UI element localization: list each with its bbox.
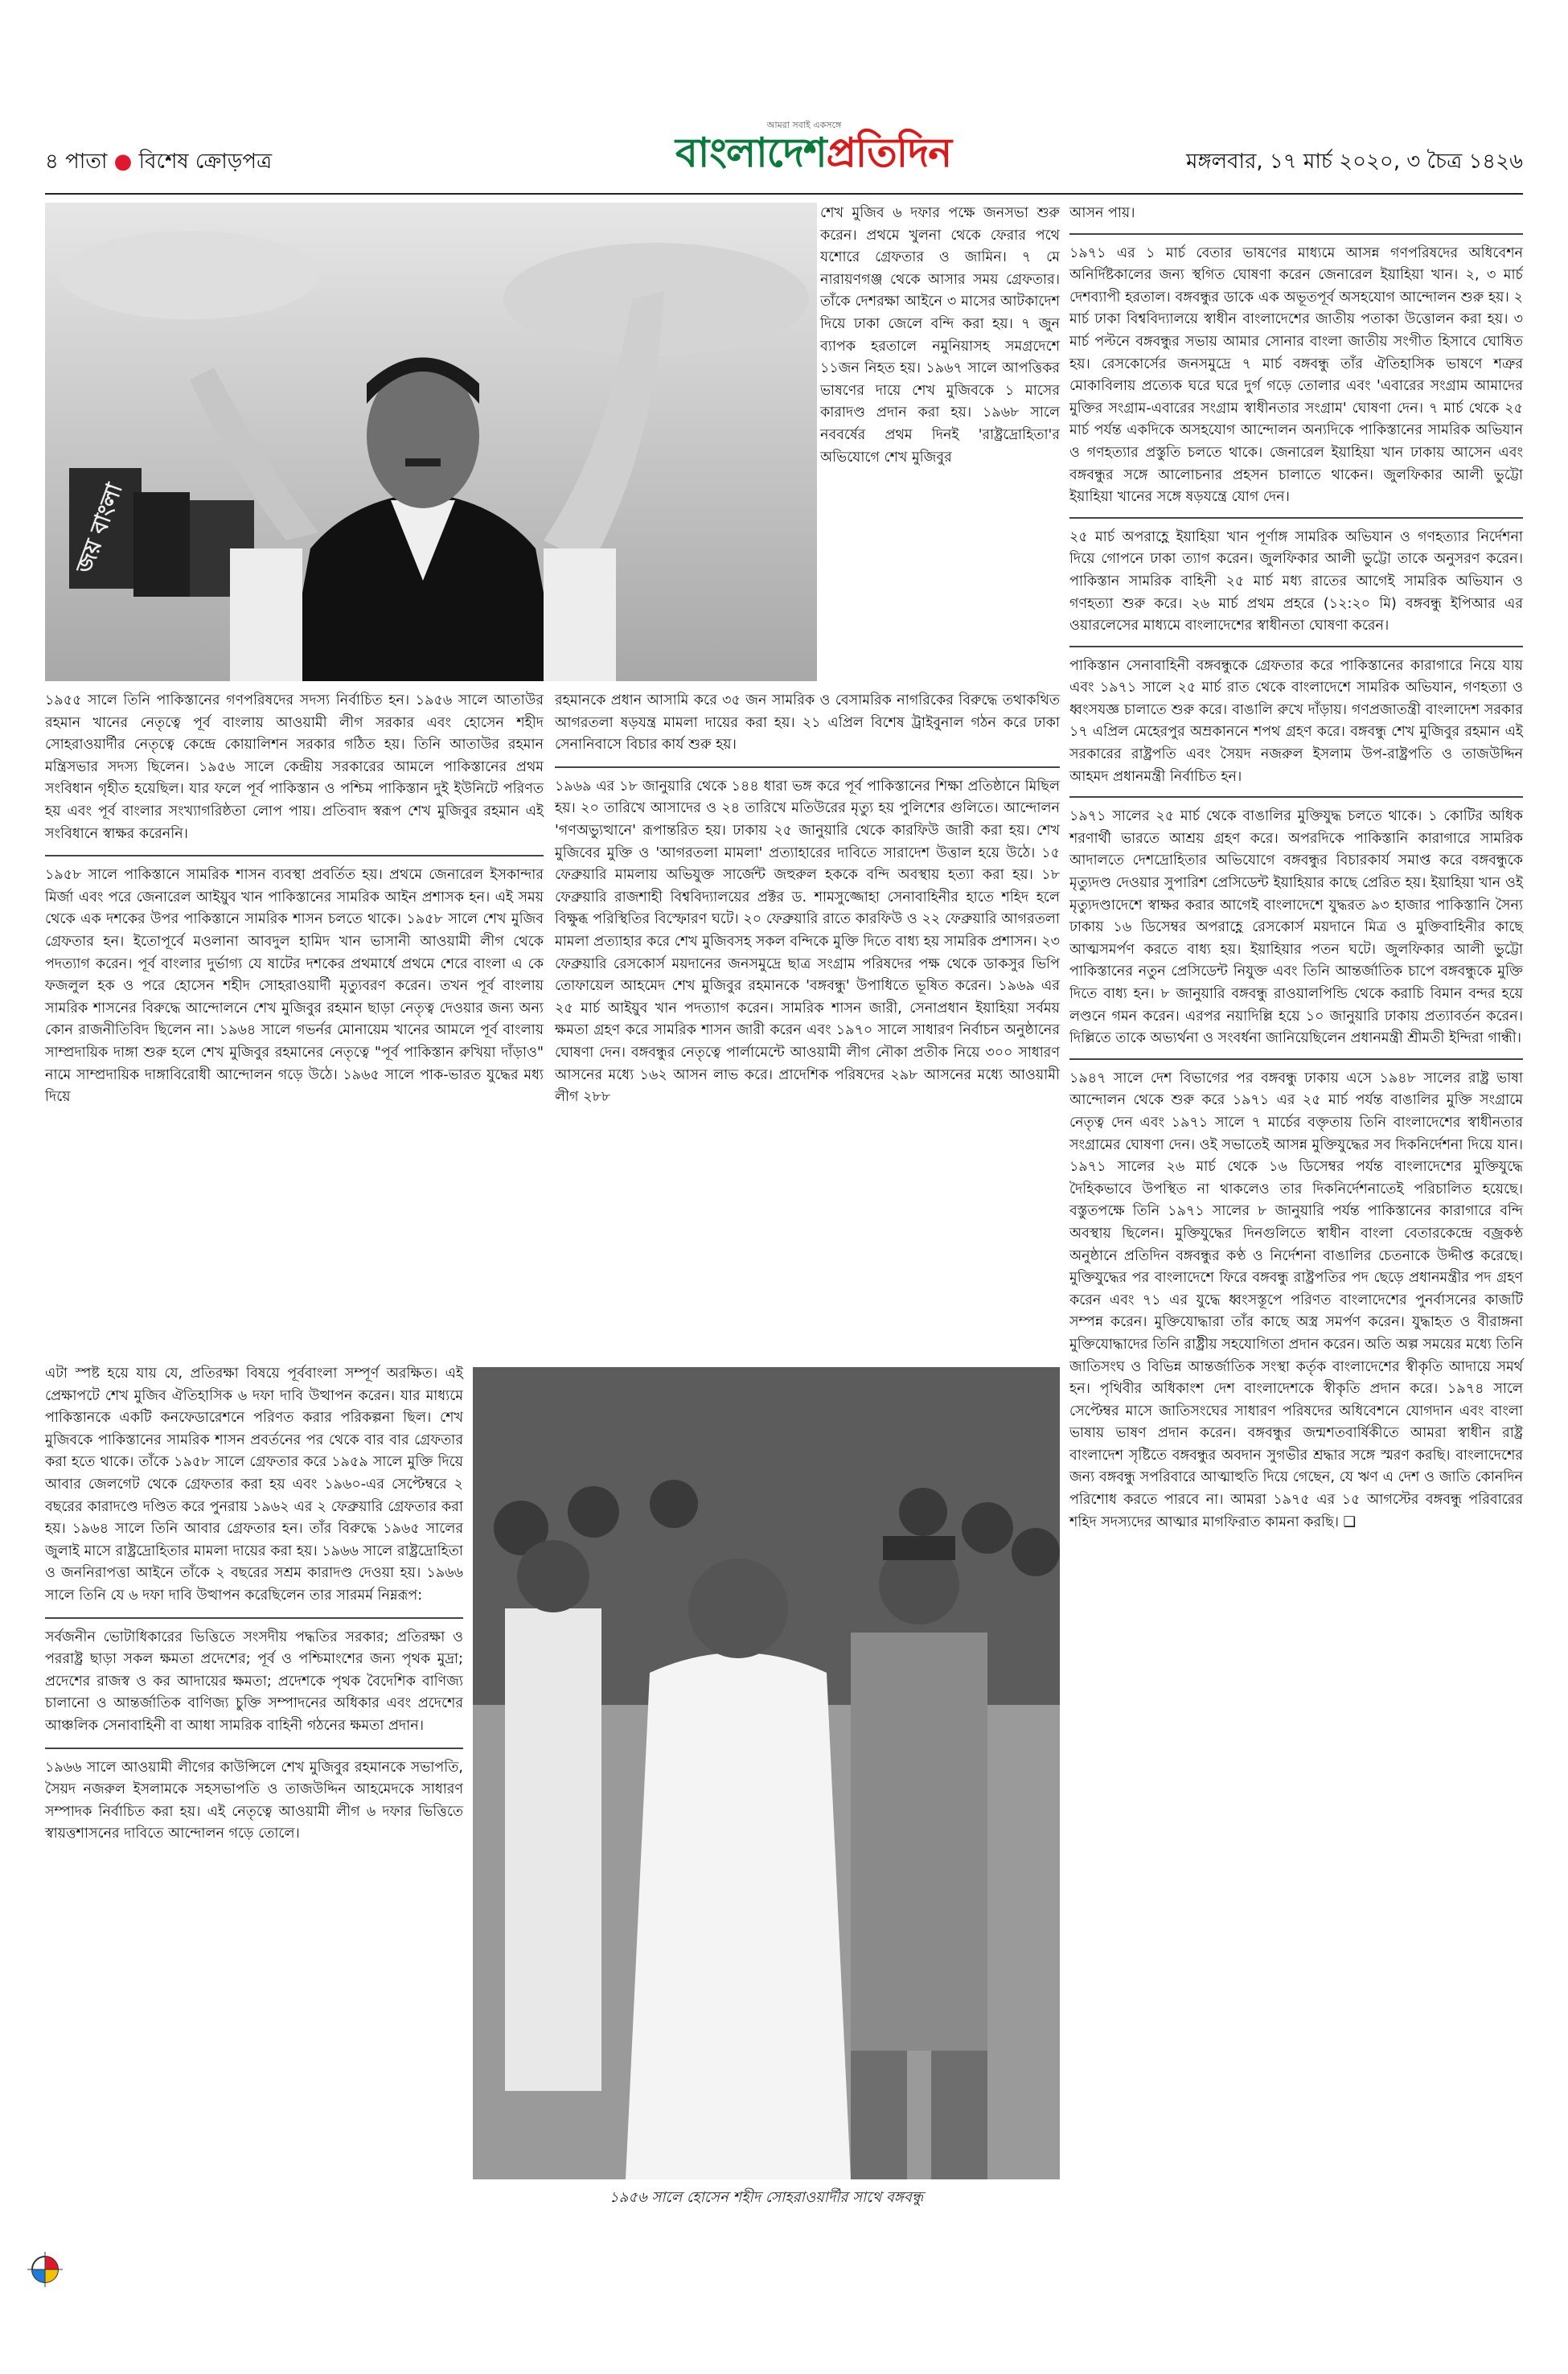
article-paragraph: ১৯৭১ এর ১ মার্চ বেতার ভাষণের মাধ্যমে আসন্ন গণপরিষদের অধিবেশন অনির্দিষ্টকালের জন্য স্থগিত ঘোষণা করেন জেনারেল ইয়াহিয়া খান। ২, ৩ মার্চ দেশব্যাপী হরতাল। বঙ্গবন্ধুর ডাকে এক অভূতপূর্ব অসহযোগ আন্দোলন শুরু হয়। ২ মার্চ ঢাকা বিশ্ববিদ্যালয়ে স্বাধীন বাংলাদেশের জাতীয় পতাকা উত্তোলন করা হয়। ৩ মার্চ পল্টনে বঙ্গবন্ধুর সভায় আমার সোনার বাংলা জাতীয় সংগীত হিসাবে ঘোষিত হয়। রেসকোর্সের জনসমুদ্রে ৭ মার্চ বঙ্গবন্ধু তাঁর ঐতিহাসিক ভাষণে শত্রুর মোকাবিলায় প্রত্যেক ঘরে ঘরে দুর্গ গড়ে তোলার এবং 'এবারের সংগ্রাম আমাদের মুক্তির সংগ্রাম-এবারের সংগ্রাম স্বাধীনতার সংগ্রাম' ঘোষণা দেন। ৭ মার্চ থেকে ২৫ মার্চ পর্যন্ত একদিকে অসহযোগ আন্দোলন অন্যদিকে পাকিস্তানের সামরিক অভিযান ও গণহত্যার প্রস্তুতি চলতে থাকে। জেনারেল ইয়াহিয়া খান ঢাকায় আসেন এবং বঙ্গবন্ধুর সঙ্গে আলোচনার প্রহসন চালাতে থাকেন। জুলফিকার আলী ভুট্টো ইয়াহিয়া খানের সঙ্গে ষড়যন্ত্রে যোগ দেন। bbox=[1069, 244, 1523, 506]
speech-photo-illustration bbox=[45, 203, 817, 681]
speech-photo bbox=[45, 203, 817, 681]
speech-photo-banner-text: জয় বাংলা bbox=[71, 479, 128, 577]
article-paragraph: ১৯৪৭ সালে দেশ বিভাগের পর বঙ্গবন্ধু ঢাকায় এসে ১৯৪৮ সালের রাষ্ট্র ভাষা আন্দোলন থেকে শুরু করে ১৯৭১ এর ২৫ মার্চ পর্যন্ত বাঙালির মুক্তি সংগ্রামে নেতৃত্ব দেন এবং ১৯৭১ সালে ৭ মার্চের বক্তৃতায় তিনি বাংলাদেশের স্বাধীনতার সংগ্রামের ঘোষণা দেন। ওই সভাতেই আসন্ন মুক্তিযুদ্ধের সব দিকনির্দেশনা দিয়ে যান। ১৯৭১ সালের ২৬ মার্চ থেকে ১৬ ডিসেম্বর পর্যন্ত বাংলাদেশের মুক্তিযুদ্ধে দৈহিকভাবে উপস্থিত না থাকলেও তার দিকনির্দেশনাতেই পরিচালিত হয়েছে। বস্তুতপক্ষে তিনি ১৯৭১ সালের ৮ জানুয়ারি পর্যন্ত পাকিস্তানের কারাগারে বন্দি অবস্থায় ছিলেন। মুক্তিযুদ্ধের দিনগুলিতে স্বাধীন বাংলা বেতারকেন্দ্রে বজ্রকণ্ঠ অনুষ্ঠানে প্রতিদিন বঙ্গবন্ধুর কণ্ঠ ও নির্দেশনা বাঙালির চেতনাকে উদ্দীপ্ত করেছে। মুক্তিযুদ্ধের পর বাংলাদেশে ফিরে বঙ্গবন্ধু রাষ্ট্রপতির পদ ছেড়ে প্রধানমন্ত্রীর পদ গ্রহণ করেন এবং ৭১ এর যুদ্ধে ধ্বংসস্তূপে পরিণত বাংলাদেশের পুনর্বাসনের কাজটি সম্পন্ন করেন। মুক্তিযোদ্ধারা তাঁর কাছে অস্ত্র সমর্পণ করেন। যুদ্ধাহত ও বীরাঙ্গনা মুক্তিযোদ্ধাদের তিনি রাষ্ট্রীয় সহযোগিতা প্রদান করেন। অতি অল্প সময়ের মধ্যে তিনি জাতিসংঘ ও বিভিন্ন আন্তর্জাতিক সংস্থা কর্তৃক বাংলাদেশের স্বীকৃতি আদায়ে সমর্থ হন। পৃথিবীর অধিকাংশ দেশ বাংলাদেশকে স্বীকৃতি প্রদান করে। ১৯৭৪ সালে সেপ্টেম্বর মাসে জাতিসংঘের সাধারণ পরিষদের অধিবেশনে যোগদান এবং বাংলা ভাষায় ভাষণ প্রদান করেন। বঙ্গবন্ধুর জন্মশতবার্ষিকীতে আমরা স্বাধীন রাষ্ট্র বাংলাদেশ সৃষ্টিতে বঙ্গবন্ধুর অবদান সুগভীর শ্রদ্ধার সঙ্গে স্মরণ করছি। বাংলাদেশের জন্য বঙ্গবন্ধু সপরিবারে আত্মাহুতি দিয়ে গেছেন, যে ঋণ এ দেশ ও জাতি কোনদিন পরিশোধ করতে পারবে না। আমরা ১৯৭৫ এর ১৫ আগস্টের বঙ্গবন্ধু পরিবারের শহিদ সদস্যদের আত্মার মাগফিরাত কামনা করছি। ❑ bbox=[1069, 1070, 1523, 1530]
paragraph-divider bbox=[1069, 1058, 1523, 1060]
red-dot-icon: ● bbox=[113, 150, 133, 174]
article-column-top-narrow bbox=[820, 203, 1060, 685]
paragraph-divider bbox=[45, 855, 544, 856]
article-column-right bbox=[1069, 203, 1523, 2213]
article-paragraph: আসন পায়। bbox=[1069, 205, 1135, 221]
article-paragraph: শেখ মুজিব ৬ দফার পক্ষে জনসভা শুরু করেন। প্রথমে খুলনা থেকে ফেরার পথে যশোরে গ্রেফতার ও জামিন। ৭ মে নারায়ণগঞ্জ থেকে আসার সময় গ্রেফতার। তাঁকে দেশরক্ষা আইনে ৩ মাসের আটকাদেশ দিয়ে ঢাকা জেলে বন্দি করা হয়। ৭ জুন ব্যাপক হরতালে নমুনিয়াসহ সমগ্রদেশে ১১জন নিহত হয়। ১৯৬৭ সালে আপত্তিকর ভাষণের দায়ে শেখ মুজিবকে ১ মাসের কারাদণ্ড প্রদান করা হয়। ১৯৬৮ সালে নববর্ষের প্রথম দিনই 'রাষ্ট্রদ্রোহিতা'র অভিযোগে শেখ মুজিবুর bbox=[820, 205, 1060, 466]
paragraph-divider bbox=[1069, 646, 1523, 647]
paragraph-divider bbox=[45, 1748, 463, 1749]
article-paragraph: ১৯৭১ সালের ২৫ মার্চ থেকে বাঙালির মুক্তিযুদ্ধ চলতে থাকে। ১ কোটির অধিক শরণার্থী ভারতে আশ্রয় গ্রহণ করে। অপরদিকে পাকিস্তানি কারাগারে সামরিক আদালতে দেশদ্রোহিতার অভিযোগে বঙ্গবন্ধুর বিচারকার্য সমাপ্ত করে বঙ্গবন্ধুকে মৃত্যুদণ্ড দেওয়ার সুপারিশ প্রেসিডেন্ট ইয়াহিয়ার কাছে প্রেরিত হয়। ইয়াহিয়া খান ওই মৃত্যুদণ্ডাদেশে স্বাক্ষর করার আগেই বাংলাদেশে যুদ্ধরত ৯৩ হাজার পাকিস্তানি সৈন্য ঢাকায় ১৬ ডিসেম্বর অপরাহ্ণে রেসকোর্স ময়দানে মিত্র ও মুক্তিবাহিনীর কাছে আত্মসমর্পণ করতে বাধ্য হয়। ইয়াহিয়ার পতন ঘটে। জুলফিকার আলী ভুট্টো পাকিস্তানের নতুন প্রেসিডেন্ট নিযুক্ত এবং তিনি আন্তর্জাতিক চাপে বঙ্গবন্ধুকে মুক্তি দিতে বাধ্য হন। ৮ জানুয়ারি বঙ্গবন্ধু রাওয়ালপিন্ডি থেকে করাচি বিমান বন্দর হয়ে লণ্ডনে গমন করেন। এরপর নয়াদিল্লি হয়ে ১০ জানুয়ারি ঢাকায় প্রত্যাবর্তন করেন। দিল্লিতে তাকে অভ্যর্থনা ও সংবর্ধনা জানিয়েছিলেন প্রধানমন্ত্রী শ্রীমতী ইন্দিরা গান্ধী। bbox=[1069, 808, 1523, 1047]
article-paragraph: সর্বজনীন ভোটাধিকারের ভিত্তিতে সংসদীয় পদ্ধতির সরকার; প্রতিরক্ষা ও পররাষ্ট্র ছাড়া সকল ক্ষমতা প্রদেশের; পূর্ব ও পশ্চিমাংশের জন্য পৃথক মুদ্রা; প্রদেশের রাজস্ব ও কর আদায়ের ক্ষমতা; প্রদেশকে পৃথক বৈদেশিক বাণিজ্য চালানো ও আন্তর্জাতিক বাণিজ্য চুক্তি সম্পাদনের অধিকার এবং প্রদেশের আঞ্চলিক সেনাবাহিনী বা আধা সামরিক বাহিনী গঠনের ক্ষমতা প্রদান। bbox=[45, 1629, 463, 1734]
paragraph-divider bbox=[45, 1617, 463, 1619]
paragraph-divider bbox=[1069, 233, 1523, 235]
masthead-logo bbox=[675, 120, 952, 193]
logo-tagline: আমরা সবাই একসঙ্গে bbox=[766, 120, 842, 130]
paragraph-divider bbox=[1069, 796, 1523, 798]
article-paragraph: ২৫ মার্চ অপরাহ্ণে ইয়াহিয়া খান পূর্ণাঙ্গ সামরিক অভিযান ও গণহত্যার নির্দেশনা দিয়ে গোপনে ঢাকা ত্যাগ করেন। জুলফিকার আলী ভুট্টো তাকে অনুসরণ করেন। পাকিস্তান সামরিক বাহিনী ২৫ মার্চ মধ্য রাতের আগেই সামরিক অভিযান ও গণহত্যা শুরু করে। ২৬ মার্চ প্রথম প্রহরে (১২:২০ মি) বঙ্গবন্ধু ইপিআর এর ওয়ারলেসের মাধ্যমে বাংলাদেশের স্বাধীনতা ঘোষণা করেন। bbox=[1069, 528, 1523, 635]
page-header-left bbox=[45, 150, 527, 177]
issue-date: মঙ্গলবার, ১৭ মার্চ ২০২০, ৩ চৈত্র ১৪২৬ bbox=[1186, 150, 1523, 174]
article-column-middle bbox=[555, 690, 1060, 1357]
article-paragraph: এটা স্পষ্ট হয়ে যায় যে, প্রতিরক্ষা বিষয়ে পূর্ববাংলা সম্পূর্ণ অরক্ষিত। এই প্রেক্ষাপটে শেখ মুজিব ঐতিহাসিক ৬ দফা দাবি উত্থাপন করেন। যার মাধ্যমে পাকিস্তানকে একটি কনফেডারেশনে পরিণত করার পরিকল্পনা ছিল। শেখ মুজিবকে পাকিস্তানের সামরিক শাসন প্রবর্তনের পর থেকে বার বার গ্রেফতার করা হতে থাকে। তাঁকে ১৯৫৮ সালে গ্রেফতার করে ১৯৫৯ সালে মুক্তি দিয়ে আবার জেলগেট থেকে গ্রেফতার করা হয় এবং ১৯৬০-এর সেপ্টেম্বরে ২ বছরের কারাদণ্ডে দণ্ডিত করে পুনরায় ১৯৬২ এর ২ ফেব্রুয়ারি গ্রেফতার করা হয়। ১৯৬৪ সালে তিনি আবার গ্রেফতার হন। তাঁর বিরুদ্ধে ১৯৬৫ সালের জুলাই মাসে রাষ্ট্রদ্রোহিতার মামলা দায়ের করা হয়। ১৯৬৬ সালে রাষ্ট্রদ্রোহিতা ও জননিরাপত্তা আইনে তাঁকে ২ বছরের সশ্রম কারাদণ্ড দেওয়া হয়। ১৯৬৬ সালে তিনি যে ৬ দফা দাবি উত্থাপন করেছিলেন তার সারমর্ম নিম্নরূপ: bbox=[45, 1366, 463, 1604]
article-paragraph: ১৯৫৮ সালে পাকিস্তানে সামরিক শাসন ব্যবস্থা প্রবর্তিত হয়। প্রথমে জেনারেল ইসকান্দার মির্জা এবং পরে জেনারেল আইয়ুব খান পাকিস্তানের সামরিক আইন প্রশাসক হন। এই সময় থেকে এক দশকের উপর পাকিস্তানে সামরিক শাসন চলতে থাকে। ১৯৫৮ সালে শেখ মুজিব গ্রেফতার হন। ইতোপূর্বে মওলানা আবদুল হামিদ খান ভাসানী আওয়ামী লীগ থেকে পদত্যাগ করেন। পূর্ব বাংলার দুর্ভাগ্য যে ষাটের দশকের প্রথমার্ধে প্রথমে শেরে বাংলা এ কে ফজলুল হক ও পরে হোসেন শহীদ সোহরাওয়ার্দী মৃত্যুবরণ করেন। তখন পূর্ব বাংলায় সামরিক শাসনের বিরুদ্ধে আন্দোলনে শেখ মুজিবুর রহমান ছাড়া নেতৃত্ব দেওয়ার জন্য অন্য কোন রাজনীতিবিদ ছিলেন না। ১৯৬৪ সালে গভর্নর মোনায়েম খানের আমলে পূর্ব বাংলায় সাম্প্রদায়িক দাঙ্গা শুরু হলে শেখ মুজিবুর রহমানের নেতৃত্বে "পূর্ব পাকিস্তান রুখিয়া দাঁড়াও" নামে সাম্প্রদায়িক দাঙ্গাবিরোধী আন্দোলন গড়ে উঠে। ১৯৬৫ সালে পাক-ভারত যুদ্ধের মধ্য দিয়ে bbox=[45, 867, 544, 1106]
article-column-left bbox=[45, 690, 544, 1357]
article-paragraph: ১৯৫৫ সালে তিনি পাকিস্তানের গণপরিষদের সদস্য নির্বাচিত হন। ১৯৫৬ সালে আতাউর রহমান খানের নেতৃত্বে পূর্ব বাংলায় আওয়ামী লীগ সরকার এবং হোসেন শহীদ সোহরাওয়ার্দীর নেতৃত্বে কেন্দ্রে কোয়ালিশন সরকার গঠিত হয়। তিনি আতাউর রহমান মন্ত্রিসভার সদস্য ছিলেন। ১৯৫৬ সালে কেন্দ্রীয় সরকারের আমলে পাকিস্তানের প্রথম সংবিধান গৃহীত হয়েছিল। যার ফলে পূর্ব পাকিস্তান ও পশ্চিম পাকিস্তান দুই ইউনিটে পরিণত হয় এবং পূর্ব বাংলার সংখ্যাগরিষ্ঠতা লোপ পায়। প্রতিবাদ স্বরূপ শেখ মুজিবুর রহমান এই সংবিধানে স্বাক্ষর করেননি। bbox=[45, 692, 544, 842]
article-paragraph: ১৯৬৯ এর ১৮ জানুয়ারি থেকে ১৪৪ ধারা ভঙ্গ করে পূর্ব পাকিস্তানের শিক্ষা প্রতিষ্ঠানে মিছিল হয়। ২০ তারিখে আসাদের ও ২৪ তারিখে মতিউরের মৃত্যু হয় পুলিশের গুলিতে। আন্দোলন 'গণঅভ্যুত্থানে' রূপান্তরিত হয়। ঢাকায় ২৫ জানুয়ারি থেকে কারফিউ জারী করা হয়। শেখ মুজিবের মুক্তি ও 'আগরতলা মামলা' প্রত্যাহারের দাবিতে সারাদেশ উত্তাল হয়ে উঠে। ১৫ ফেব্রুয়ারি মামলায় অভিযুক্ত সার্জেন্ট জহুরুল হককে বন্দি অবস্থায় হত্যা করা হয়। ১৮ ফেব্রুয়ারি রাজশাহী বিশ্ববিদ্যালয়ের প্রক্টর ড. শামসুজ্জোহা সেনাবাহিনীর হাতে শহিদ হলে বিক্ষুব্ধ পরিস্থিতির বিস্ফোরণ ঘটে। ২০ ফেব্রুয়ারি রাতে কারফিউ ও ২২ ফেব্রুয়ারি আগরতলা মামলা প্রত্যাহার করে শেখ মুজিবসহ সকল বন্দিকে মুক্তি দিতে বাধ্য হয় সামরিক প্রশাসন। ২৩ ফেব্রুয়ারি রেসকোর্স ময়দানের জনসমুদ্রে ছাত্র সংগ্রাম পরিষদের পক্ষ থেকে ডাকসুর ভিপি তোফায়েল আহমেদ শেখ মুজিবুর রহমানকে 'বঙ্গবন্ধু' উপাধিতে ভূষিত করেন। ১৯৬৯ এর ২৫ মার্চ আইয়ুব খান পদত্যাগ করেন। সামরিক শাসন জারী, সেনাপ্রধান ইয়াহিয়া সর্বময় ক্ষমতা গ্রহণ করে সামরিক শাসন জারী করেন এবং ১৯৭০ সালে সাধারণ নির্বাচন অনুষ্ঠানের ঘোষণা দেন। বঙ্গবন্ধুর নেতৃত্বে পার্লামেন্টে আওয়ামী লীগ নৌকা প্রতীক নিয়ে ৩০০ সাধারণ আসনের মধ্যে ১৬২ আসন লাভ করে। প্রাদেশিক পরিষদের ২৯৮ আসনের মধ্যে আওয়ামী লীগ ২৮৮ bbox=[555, 778, 1060, 1106]
section-title: বিশেষ ক্রোড়পত্র bbox=[138, 150, 273, 174]
group-photo bbox=[473, 1367, 1060, 2179]
article-column-left-lower bbox=[45, 1363, 463, 2208]
logo-text-protidin: প্রতিদিন bbox=[826, 129, 952, 176]
page-number: ৪ পাতা bbox=[45, 150, 108, 174]
header-rule bbox=[45, 193, 1523, 195]
article-paragraph: পাকিস্তান সেনাবাহিনী বঙ্গবন্ধুকে গ্রেফতার করে পাকিস্তানের কারাগারে নিয়ে যায় এবং ১৯৭১ সালে ২৫ মার্চ রাত থেকে বাংলাদেশে সামরিক অভিযান, গণহত্যা ও ধ্বংসযজ্ঞ চালাতে শুরু করে। বাঙালি রুখে দাঁড়ায়। গণপ্রজাতন্ত্রী বাংলাদেশ সরকার ১৭ এপ্রিল মেহেরপুর অম্রকাননে শপথ গ্রহণ করে। বঙ্গবন্ধু শেখ মুজিবুর রহমান এই সরকারের রাষ্ট্রপতি এবং সৈয়দ নজরুল ইসলাম উপ-রাষ্ট্রপতি ও তাজউদ্দিন আহমদ প্রধানমন্ত্রী নির্বাচিত হন। bbox=[1069, 657, 1523, 785]
group-photo-illustration bbox=[473, 1367, 1060, 2179]
registration-mark-icon bbox=[27, 2252, 63, 2287]
paragraph-divider bbox=[555, 766, 1060, 768]
paragraph-divider bbox=[1069, 517, 1523, 519]
group-photo-caption: ১৯৫৬ সালে হোসেন শহীদ সোহরাওয়ার্দীর সাথে বঙ্গবন্ধু bbox=[609, 2189, 924, 2206]
logo-text-bangladesh: বাংলাদেশ bbox=[675, 129, 827, 176]
article-paragraph: ১৯৬৬ সালে আওয়ামী লীগের কাউন্সিলে শেখ মুজিবুর রহমানকে সভাপতি, সৈয়দ নজরুল ইসলামকে সহসভাপতি ও তাজউদ্দিন আহমেদকে সাধারণ সম্পাদক নির্বাচিত করা হয়। এই নেতৃত্বে আওয়ামী লীগ ৬ দফার ভিত্তিতে স্বায়ত্তশাসনের দাবিতে আন্দোলন গড়ে তোলে। bbox=[45, 1759, 463, 1842]
article-paragraph: রহমানকে প্রধান আসামি করে ৩৫ জন সামরিক ও বেসামরিক নাগরিকের বিরুদ্ধে তথাকথিত আগরতলা ষড়যন্ত্র মামলা দায়ের করা হয়। ২১ এপ্রিল বিশেষ ট্রাইবুনাল গঠন করে ঢাকা সেনানিবাসে বিচার কার্য শুরু হয়। bbox=[555, 692, 1060, 754]
